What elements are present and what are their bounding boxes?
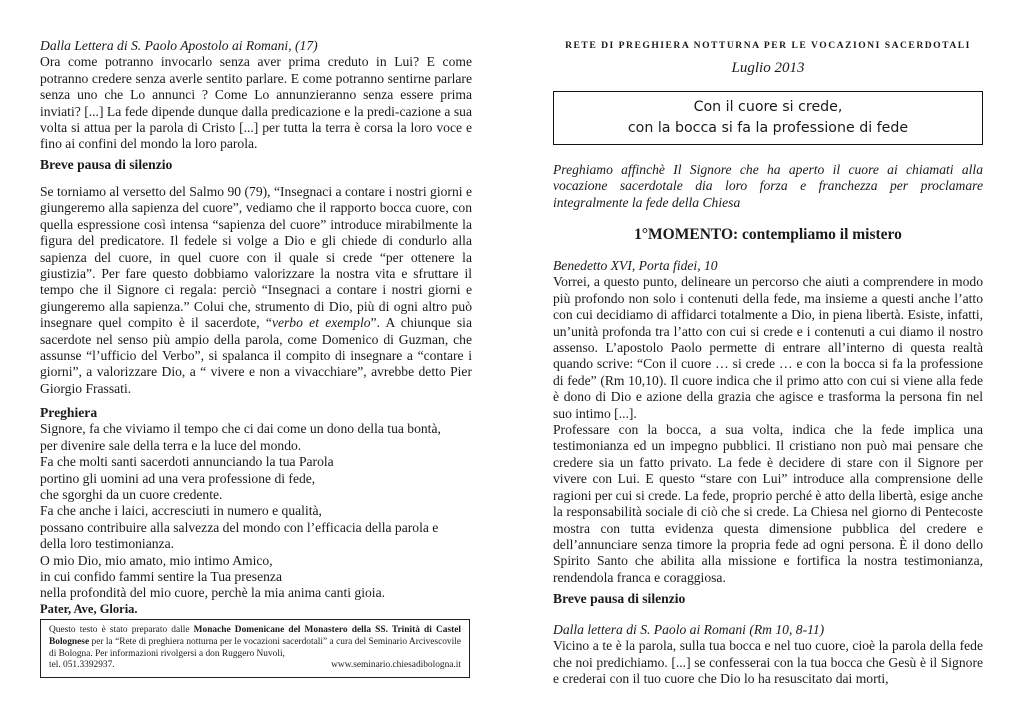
title-line-1: Con il cuore si crede, bbox=[693, 99, 843, 115]
footer-rest: per la “Rete di preghiera notturna per le vocazioni sacerdotali” a cura del Seminario Arcivescovile di Bologna. Per informazioni rivolgersi a don Ruggero Nuvoli, bbox=[49, 636, 461, 659]
prayer bbox=[40, 405, 472, 617]
reflection-part-1: Se torniamo al versetto del Salmo 90 (79), “Insegnaci a contare i nostri giorni e giungeremo alla sapienza del cuore”, vediamo che il rapporto bocca cuore, con quella espressione così intensa “sapienza del cuore” introduce mirabilmente la figura del predicatore. Il fedele si volge a Dio e gli chiede di condurlo alla sapienza del cuore, in quel cuore con il quale si crede “per ottenere la giustizia”. Per fare questo dobbiamo valorizzare la nostra vita e sfruttare il tempo che il Signore ci regala: perciò “Insegnaci a contare i nostri giorni e giungeremo alla sapienza.” Colui che, strumento di Dio, più di ogni altro può insegnare quel compito è il sacerdote, “ bbox=[40, 184, 472, 331]
prayer-line: in cui confido fammi sentire la Tua presenza bbox=[40, 569, 282, 585]
prayer-line: nella profondità del mio cuore, perchè la mia anima canti gioia. bbox=[40, 585, 385, 601]
reading-paragraph-2: Professare con la bocca, a sua volta, indica che la fede implica una testimonianza ed un impegno pubblici. Il cristiano non può mai pensare che credere sia un fatto privato. La fede è decidere di stare con il Signore per vivere con Lui. E questo “stare con Lui” introduce alla comprensione delle ragioni per cui si crede. La fede, proprio perché è atto della libertà, esige anche la responsabilità sociale di ciò che si crede. La Chiesa nel giorno di Pentecoste mostra con tutta evidenza questa dimensione pubblica del credere e dell’annunciare senza timore la propria fede ad ogni persona. È il dono dello Spirito Santo che abilita alla missione e fortifica la nostra testimonianza, rendendola franca e coraggiosa. bbox=[553, 422, 983, 585]
reading-text: Vicino a te è la parola, sulla tua bocca e nel tuo cuore, cioè la parola della fede che noi predichiamo. [...] se confesserai con la tua bocca che Gesù è il Signore e crederai con il tuo cuore che Dio lo ha resuscitato dai morti, bbox=[553, 638, 983, 687]
prayer-line: per divenire sale della terra e la luce del mondo. bbox=[40, 437, 302, 453]
reading-source: Benedetto XVI, Porta fidei, 10 bbox=[553, 258, 718, 273]
footer-website: www.seminario.chiesadibologna.it bbox=[331, 660, 461, 671]
prayer-line: O mio Dio, mio amato, mio intimo Amico, bbox=[40, 552, 273, 568]
pause-heading: Breve pausa di silenzio bbox=[553, 591, 686, 606]
reading-paragraph-1: Vorrei, a questo punto, delineare un percorso che aiuti a comprendere in modo più profondo non solo i contenuti della fede, ma insieme a questi anche l’atto con cui decidiamo di affidarci totalmente a Dio, in piena libertà. Esiste, infatti, un’unità profonda tra l’atto con cui si crede e i contenuti a cui diamo il nostro assenso. L’apostolo Paolo permette di entrare all’interno di questa realtà quando scrive: “Con il cuore … si crede … e con la bocca si fa la professione di fede” (Rm 10,10). Il cuore indica che il primo atto con cui si viene alla fede è dono di Dio e azione della grazia che agisce e trasforma la persona fin nel suo intimo [...]. bbox=[553, 274, 983, 421]
prayer-line: possano contribuire alla salvezza del mondo con l’efficacia della parola e bbox=[40, 519, 439, 535]
closing-prayers: Pater, Ave, Gloria. bbox=[40, 601, 138, 616]
reflection bbox=[40, 184, 472, 397]
reading-text: Ora come potranno invocarlo senza aver prima creduto in Lui? E come potranno credere senza averle sentito parlare. E come potranno sentirne parlare senza uno che Lo annunci ? Come Lo annunzieranno senza essere prima inviati? [...] La fede dipende dunque dalla predicazione e la predi-cazione a sua volta si attua per la parola di Cristo [...] per tutta la terra è corsa la loro voce e fino ai confini del mondo la loro parola. bbox=[40, 54, 472, 152]
prayer-heading: Preghiera bbox=[40, 405, 98, 420]
prayer-line: Fa che molti santi sacerdoti annunciando la tua Parola bbox=[40, 454, 334, 470]
prayer-line: Fa che anche i laici, accresciuti in numero e qualità, bbox=[40, 503, 322, 519]
reflection-text bbox=[40, 184, 472, 397]
romans-reading bbox=[40, 38, 472, 153]
footer-org: Monache Domenicane del Monastero della SS. Trinità di Castel Bolognese bbox=[49, 625, 462, 647]
footer-credits bbox=[40, 619, 470, 678]
silence-pause bbox=[40, 157, 472, 173]
benedict-reading bbox=[553, 258, 983, 586]
reflection-part-2: ”. A chiunque sia sacerdote nel senso più ampio della parola, come Domenico di Guzman, che assunse “l’ufficio del Verbo”, si spalanca il compito di insegnare a “contare i giorni”, a valorizzare Dio, a “ vivere e non a vivacchiare”, avrebbe detto Pier Giorgio Frassati. bbox=[40, 315, 472, 396]
network-header: RETE DI PREGHIERA NOTTURNA PER LE VOCAZIONI SACERDOTALI bbox=[565, 40, 971, 51]
prayer-line: portino gli uomini ad una vera professione di fede, bbox=[40, 470, 316, 486]
prayer-line: Signore, fa che viviamo il tempo che ci dai come un dono della tua bontà, bbox=[40, 421, 441, 437]
prayer-line: che sgorghi da un cuore credente. bbox=[40, 487, 223, 503]
intention-text: Preghiamo affinchè Il Signore che ha aperto il cuore ai chiamati alla vocazione sacerdotale dia loro forza e franchezza per proclamare integralmente la fede della Chiesa bbox=[553, 162, 983, 210]
reflection-italic: verbo et exemplo bbox=[271, 315, 371, 331]
issue-date: Luglio 2013 bbox=[731, 60, 805, 76]
footer-contacts bbox=[49, 660, 461, 672]
footer-phone: tel. 051.3392937. bbox=[49, 660, 115, 671]
reading-source: Dalla Lettera di S. Paolo Apostolo ai Romani, (17) bbox=[40, 38, 318, 53]
title-box bbox=[553, 91, 983, 145]
reading-source: Dalla lettera di S. Paolo ai Romani (Rm 10, 8-11) bbox=[553, 622, 825, 637]
footer-intro: Questo testo è stato preparato dalle bbox=[49, 625, 194, 635]
title-line-2: con la bocca si fa la professione di fede bbox=[627, 120, 909, 136]
prayer-line: della loro testimonianza. bbox=[40, 536, 175, 552]
moment-title: 1°MOMENTO: contempliamo il mistero bbox=[634, 226, 902, 243]
moment-heading bbox=[553, 226, 983, 244]
footer-text bbox=[49, 625, 461, 660]
pause-heading: Breve pausa di silenzio bbox=[40, 157, 173, 172]
prayer-intention bbox=[553, 162, 983, 211]
silence-pause bbox=[553, 591, 983, 607]
romans-reading-2 bbox=[553, 622, 983, 688]
